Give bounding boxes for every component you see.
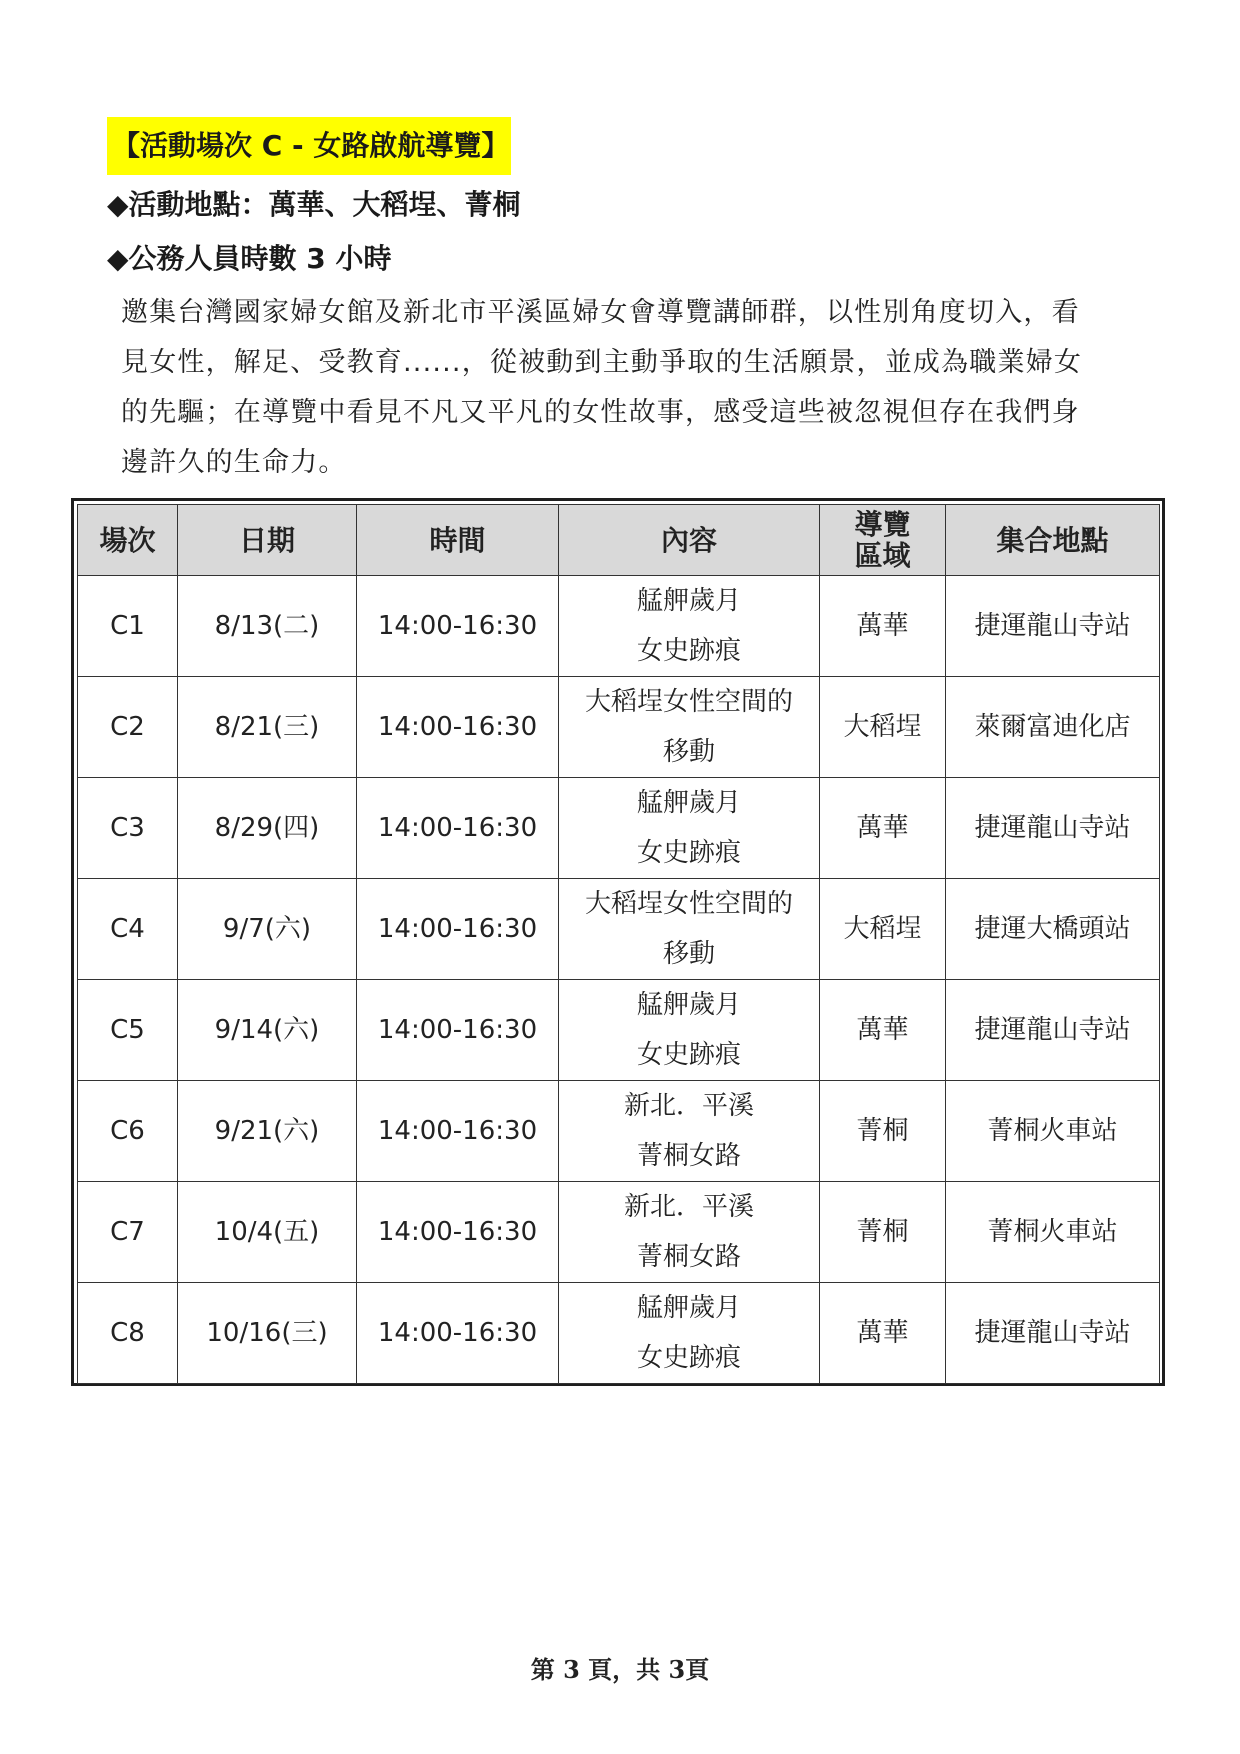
cell-meeting: 捷運龍山寺站 bbox=[946, 1283, 1160, 1384]
table-row bbox=[78, 1283, 1160, 1384]
cell-meeting: 菁桐火車站 bbox=[946, 1081, 1160, 1182]
content-line1: 艋舺歲月 bbox=[636, 788, 741, 818]
cell-time: 14:00-16:30 bbox=[357, 677, 559, 778]
content-line2: 移動 bbox=[662, 939, 715, 969]
cell-content bbox=[559, 980, 820, 1081]
cell-area: 大稻埕 bbox=[820, 879, 946, 980]
cell-date: 10/16(三) bbox=[178, 1283, 357, 1384]
cell-date: 9/7(六) bbox=[178, 879, 357, 980]
header-time: 時間 bbox=[357, 505, 559, 576]
cell-content bbox=[559, 778, 820, 879]
cell-session: C2 bbox=[78, 677, 178, 778]
header-date: 日期 bbox=[178, 505, 357, 576]
cell-date: 10/4(五) bbox=[178, 1182, 357, 1283]
content-line1: 大稻埕女性空間的 bbox=[584, 687, 793, 717]
table-row bbox=[78, 677, 1160, 778]
cell-content bbox=[559, 576, 820, 677]
location-line: ◆活動地點：萬華、大稻埕、菁桐 bbox=[107, 188, 521, 221]
content-line2: 菁桐女路 bbox=[636, 1242, 741, 1272]
page-footer: 第 3 頁，共 3頁 bbox=[530, 1655, 710, 1684]
intro-line: 邀集台灣國家婦女館及新北市平溪區婦女會導覽講師群，以性別角度切入，看 bbox=[121, 297, 1080, 328]
cell-area: 菁桐 bbox=[820, 1182, 946, 1283]
content-line2: 女史跡痕 bbox=[636, 838, 741, 868]
header-meeting: 集合地點 bbox=[946, 505, 1160, 576]
table-row bbox=[78, 879, 1160, 980]
cell-time: 14:00-16:30 bbox=[357, 879, 559, 980]
cell-date: 8/21(三) bbox=[178, 677, 357, 778]
cell-time: 14:00-16:30 bbox=[357, 1081, 559, 1182]
cell-content bbox=[559, 1283, 820, 1384]
cell-session: C1 bbox=[78, 576, 178, 677]
schedule-body bbox=[78, 576, 1160, 1384]
intro-paragraph bbox=[121, 288, 1131, 488]
content-line2: 女史跡痕 bbox=[636, 1343, 741, 1373]
table-row bbox=[78, 576, 1160, 677]
cell-date: 9/21(六) bbox=[178, 1081, 357, 1182]
cell-content bbox=[559, 677, 820, 778]
cell-meeting: 萊爾富迪化店 bbox=[946, 677, 1160, 778]
cell-area: 萬華 bbox=[820, 980, 946, 1081]
content-line1: 大稻埕女性空間的 bbox=[584, 889, 793, 919]
table-row bbox=[78, 1081, 1160, 1182]
cell-time: 14:00-16:30 bbox=[357, 980, 559, 1081]
content-line2: 菁桐女路 bbox=[636, 1141, 741, 1171]
cell-time: 14:00-16:30 bbox=[357, 778, 559, 879]
table-row bbox=[78, 980, 1160, 1081]
content-line1: 新北．平溪 bbox=[623, 1091, 754, 1121]
header-session: 場次 bbox=[78, 505, 178, 576]
section-title: 【活動場次 C - 女路啟航導覽】 bbox=[112, 129, 510, 162]
cell-area: 萬華 bbox=[820, 576, 946, 677]
cell-content bbox=[559, 1081, 820, 1182]
content-line1: 艋舺歲月 bbox=[636, 586, 741, 616]
header-area-line2: 區域 bbox=[854, 539, 911, 572]
cell-meeting: 捷運龍山寺站 bbox=[946, 576, 1160, 677]
cell-meeting: 捷運大橋頭站 bbox=[946, 879, 1160, 980]
cell-area: 萬華 bbox=[820, 1283, 946, 1384]
table-row bbox=[78, 778, 1160, 879]
header-area bbox=[820, 505, 946, 576]
content-line1: 新北．平溪 bbox=[623, 1192, 754, 1222]
cell-area: 大稻埕 bbox=[820, 677, 946, 778]
content-line2: 移動 bbox=[662, 737, 715, 767]
cell-date: 8/29(四) bbox=[178, 778, 357, 879]
intro-line: 見女性，解足、受教育......，從被動到主動爭取的生活願景，並成為職業婦女 bbox=[121, 347, 1083, 378]
cell-session: C6 bbox=[78, 1081, 178, 1182]
cell-session: C7 bbox=[78, 1182, 178, 1283]
content-line1: 艋舺歲月 bbox=[636, 1293, 741, 1323]
content-line1: 艋舺歲月 bbox=[636, 990, 741, 1020]
hours-line: ◆公務人員時數 3 小時 bbox=[107, 242, 392, 275]
cell-content bbox=[559, 879, 820, 980]
cell-session: C4 bbox=[78, 879, 178, 980]
content-line2: 女史跡痕 bbox=[636, 1040, 741, 1070]
cell-time: 14:00-16:30 bbox=[357, 1283, 559, 1384]
cell-date: 8/13(二) bbox=[178, 576, 357, 677]
cell-area: 萬華 bbox=[820, 778, 946, 879]
cell-meeting: 捷運龍山寺站 bbox=[946, 778, 1160, 879]
cell-session: C3 bbox=[78, 778, 178, 879]
header-content: 內容 bbox=[559, 505, 820, 576]
cell-content bbox=[559, 1182, 820, 1283]
cell-session: C8 bbox=[78, 1283, 178, 1384]
schedule-table bbox=[77, 504, 1160, 1384]
cell-date: 9/14(六) bbox=[178, 980, 357, 1081]
intro-line: 的先驅；在導覽中看見不凡又平凡的女性故事，感受這些被忽視但存在我們身 bbox=[121, 397, 1080, 428]
cell-meeting: 菁桐火車站 bbox=[946, 1182, 1160, 1283]
cell-time: 14:00-16:30 bbox=[357, 576, 559, 677]
cell-area: 菁桐 bbox=[820, 1081, 946, 1182]
cell-session: C5 bbox=[78, 980, 178, 1081]
cell-time: 14:00-16:30 bbox=[357, 1182, 559, 1283]
cell-meeting: 捷運龍山寺站 bbox=[946, 980, 1160, 1081]
content-line2: 女史跡痕 bbox=[636, 636, 741, 666]
intro-line: 邊許久的生命力。 bbox=[121, 447, 347, 478]
table-header-row bbox=[78, 505, 1160, 576]
table-row bbox=[78, 1182, 1160, 1283]
header-area-line1: 導覽 bbox=[854, 508, 911, 541]
